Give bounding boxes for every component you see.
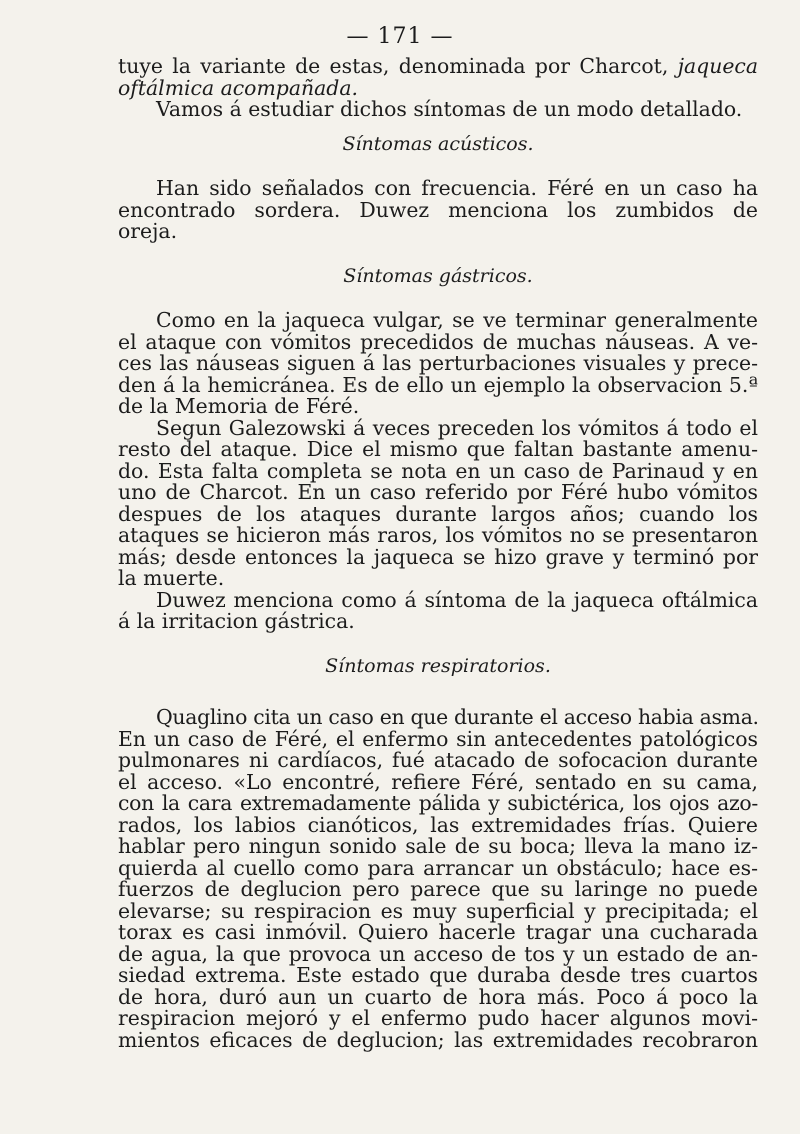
text-line: rados, los labios cianóticos, las extremidades frías. Quiere <box>118 812 758 837</box>
text-line: oreja. <box>118 219 178 243</box>
text-line: quierda al cuello como para arrancar un obstáculo; hace es- <box>118 855 758 880</box>
text-line: hablar pero ningun sonido sale de su boca; lleva la mano iz- <box>118 834 758 858</box>
text-line: tuye la variante de estas, denominada por Charcot, jaqueca <box>118 54 758 78</box>
text-line: Duwez menciona como á síntoma de la jaqueca oftálmica <box>156 587 758 612</box>
text-line: la muerte. <box>118 566 225 590</box>
text-line: Como en la jaqueca vulgar, se ve terminar generalmente <box>156 308 758 332</box>
text-line: den á la hemicránea. Es de ello un ejemplo la observacion 5.ª <box>118 372 758 397</box>
text-line: el ataque con vómitos precedidos de muchas náuseas. A ve- <box>118 329 758 354</box>
text-line: ataques se hicieron más raros, los vómitos no se presentaron <box>118 523 758 547</box>
text-line: de hora, duró aun un cuarto de hora más. Poco á poco la <box>118 984 758 1009</box>
text-line: oftálmica acompañada. <box>118 75 358 100</box>
page-number: — 171 — <box>346 24 454 49</box>
text-line: con la cara extremadamente pálida y subictérica, los ojos azo- <box>118 791 758 815</box>
text-line: elevarse; su respiracion es muy superficial y precipitada; el <box>118 898 758 923</box>
text-line: resto del ataque. Dice el mismo que faltan bastante amenu- <box>118 437 758 461</box>
text-line: pulmonares ni cardíacos, fué atacado de sofocacion durante <box>118 748 758 772</box>
text-line: encontrado sordera. Duwez menciona los zumbidos de <box>118 197 758 222</box>
text-line: En un caso de Féré, el enfermo sin antecedentes patológicos <box>118 726 758 751</box>
text-line: de la Memoria de Féré. <box>118 394 360 418</box>
text-line: torax es casi inmóvil. Quiero hacerle tragar una cucharada <box>118 920 758 944</box>
text-line: Quaglino cita un caso en que durante el acceso habia asma. <box>156 705 759 729</box>
text-line: uno de Charcot. En un caso referido por Féré hubo vómitos <box>118 480 758 504</box>
text-line: el acceso. «Lo encontré, refiere Féré, sentado en su cama, <box>118 769 758 794</box>
text-line: Segun Galezowski á veces preceden los vómitos á todo el <box>156 415 758 440</box>
text-line: más; desde entonces la jaqueca se hizo grave y terminó por <box>118 544 758 569</box>
section-heading-respiratorios: Síntomas respiratorios. <box>325 654 551 677</box>
section-heading-gastricos: Síntomas gástricos. <box>343 264 533 287</box>
section-heading-acusticos: Síntomas acústicos. <box>342 132 534 155</box>
text-line: á la irritacion gástrica. <box>118 609 355 633</box>
text-line: de agua, la que provoca un acceso de tos y un estado de an- <box>118 941 758 966</box>
text-line: mientos eficaces de deglucion; las extremidades recobraron <box>118 1027 758 1052</box>
page-body <box>118 56 758 1051</box>
text-line: do. Esta falta completa se nota en un caso de Parinaud y en <box>118 458 758 483</box>
text-line: Han sido señalados con frecuencia. Féré en un caso ha <box>156 176 758 200</box>
text-line: siedad extrema. Este estado que duraba desde tres cuartos <box>118 963 758 987</box>
text-line: Vamos á estudiar dichos síntomas de un modo detallado. <box>156 97 743 121</box>
text-line: despues de los ataques durante largos años; cuando los <box>118 501 758 526</box>
text-line: respiracion mejoró y el enfermo pudo hacer algunos movi- <box>118 1006 758 1030</box>
text-line: ces las náuseas siguen á las perturbaciones visuales y prece- <box>118 351 758 375</box>
text-line: fuerzos de deglucion pero parece que su laringe no puede <box>118 877 758 901</box>
